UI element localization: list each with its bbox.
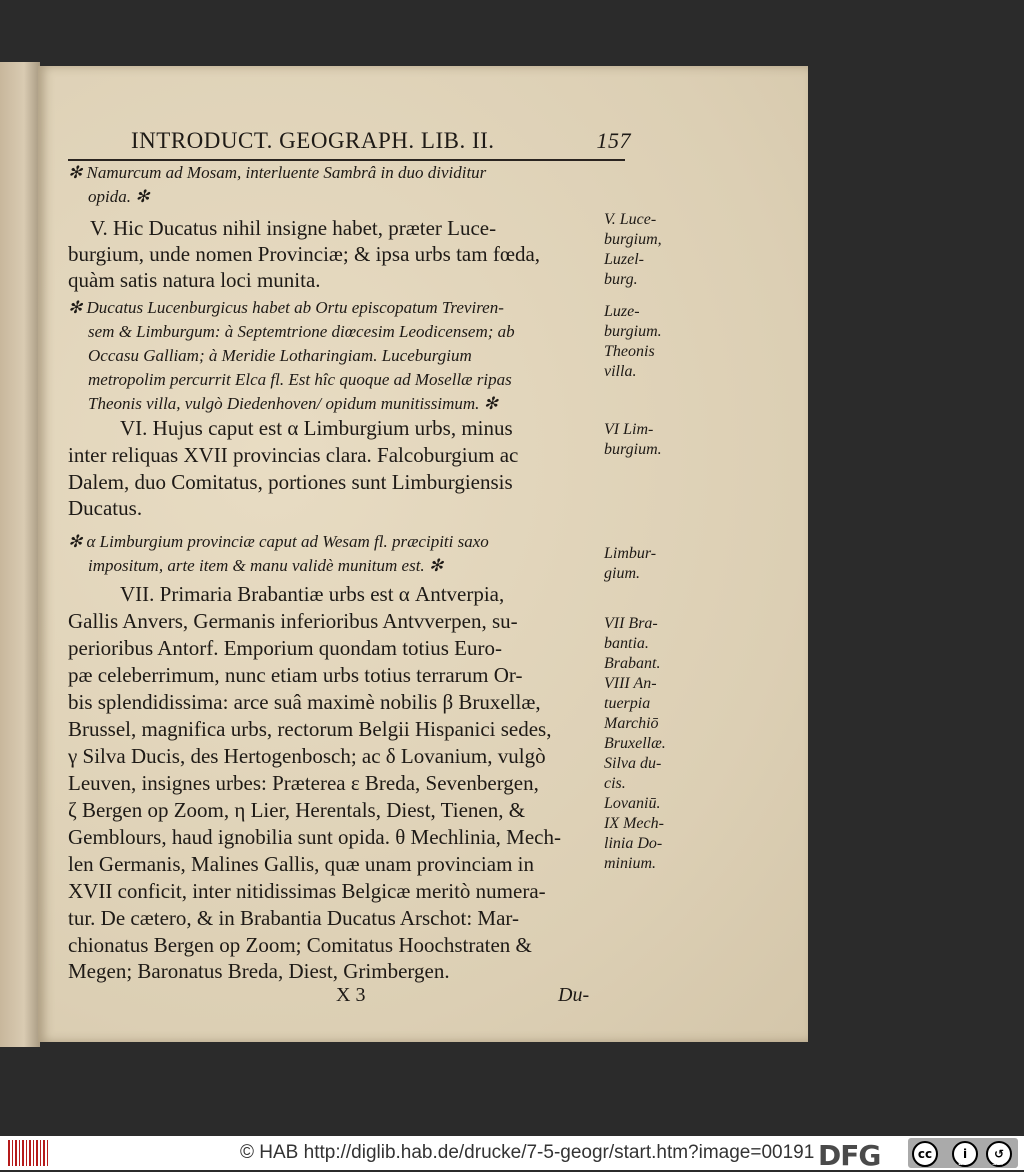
text-line: impositum, arte item & manu validè munitum est. ✻ xyxy=(88,556,444,575)
left-page-edge xyxy=(0,62,40,1047)
text-line: tur. De cætero, & in Brabantia Ducatus Arschot: Mar- xyxy=(68,906,519,930)
signature-mark: X 3 xyxy=(336,984,366,1006)
cc-license-badge[interactable] xyxy=(908,1138,1018,1168)
viewer-footer xyxy=(0,1136,1024,1170)
by-icon: i xyxy=(952,1141,978,1167)
text-line: chionatus Bergen op Zoom; Comitatus Hoochstraten & xyxy=(68,933,532,957)
text-line: ✻ Ducatus Lucenburgicus habet ab Ortu episcopatum Treviren- xyxy=(68,298,504,317)
marginal-line: Luzel- xyxy=(604,251,644,268)
text-line: metropolim percurrit Elca fl. Est hîc quoque ad Mosellæ ripas xyxy=(88,370,512,389)
text-line: pæ celeberrimum, nunc etiam urbs totius terrarum Or- xyxy=(68,663,523,687)
marginal-line: Silva du- xyxy=(604,755,662,772)
header-rule xyxy=(68,159,625,161)
marginal-line: Brabant. xyxy=(604,655,661,672)
marginal-note xyxy=(604,544,714,584)
marginal-note xyxy=(604,302,714,382)
text-line: VI. Hujus caput est α Limburgium urbs, minus xyxy=(120,416,513,440)
marginal-line: Theonis xyxy=(604,343,655,360)
text-line: Gallis Anvers, Germanis inferioribus Antvverpen, su- xyxy=(68,609,518,633)
text-line: burgium, unde nomen Provinciæ; & ipsa urbs tam fœda, xyxy=(68,242,541,266)
marginal-line: VIII An- xyxy=(604,675,657,692)
marginal-line: Luze- xyxy=(604,303,640,320)
text-line: VII. Primaria Brabantiæ urbs est α Antverpia, xyxy=(120,582,505,606)
marginal-line: Marchiō xyxy=(604,715,659,732)
text-line: Ducatus. xyxy=(68,496,143,520)
marginal-note xyxy=(604,210,714,290)
header-title: INTRODUCT. GEOGRAPH. LIB. II. xyxy=(131,128,495,153)
copyright-link[interactable]: © HAB http://diglib.hab.de/drucke/7-5-geogr/start.htm?image=00191 xyxy=(240,1142,815,1163)
marginal-line: IX Mech- xyxy=(604,815,664,832)
text-line: len Germanis, Malines Gallis, quæ unam provinciam in xyxy=(68,852,534,876)
text-line: sem & Limburgum: à Septemtrione diœcesim Leodicensem; ab xyxy=(88,322,515,341)
text-line: V. Hic Ducatus nihil insigne habet, præter Luce- xyxy=(90,216,497,240)
text-line: inter reliquas XVII provincias clara. Falcoburgium ac xyxy=(68,443,519,467)
text-line: ✻ Namurcum ad Mosam, interluente Sambrâ in duo dividitur xyxy=(68,163,487,182)
text-line: ζ Bergen op Zoom, η Lier, Herentals, Diest, Tienen, & xyxy=(68,798,526,822)
sa-label: SA xyxy=(992,1158,1003,1167)
cc-icon: cc xyxy=(912,1141,938,1167)
barcode-icon xyxy=(8,1140,48,1166)
marginal-line: burgium. xyxy=(604,323,662,340)
text-line: opida. ✻ xyxy=(88,187,150,206)
marginal-note xyxy=(604,420,714,460)
marginal-line: burgium. xyxy=(604,441,662,458)
text-line: bis splendidissima: arce suâ maximè nobilis β Bruxellæ, xyxy=(68,690,541,714)
catchword: Du- xyxy=(558,984,590,1006)
marginal-line: Bruxellæ. xyxy=(604,735,666,752)
marginal-line: VI Lim- xyxy=(604,421,654,438)
marginal-line: minium. xyxy=(604,855,656,872)
text-line: γ Silva Ducis, des Hertogenbosch; ac δ Lovanium, vulgò xyxy=(68,744,546,768)
sa-icon: ↺ xyxy=(986,1141,1012,1167)
marginal-line: burgium, xyxy=(604,231,662,248)
text-line: ✻ α Limburgium provinciæ caput ad Wesam fl. præcipiti saxo xyxy=(68,532,489,551)
marginal-line: tuerpia xyxy=(604,695,651,712)
marginal-line: V. Luce- xyxy=(604,211,657,228)
text-line: Brussel, magnifica urbs, rectorum Belgii Hispanici sedes, xyxy=(68,717,552,741)
page-number: 157 xyxy=(596,128,631,153)
by-label: BY xyxy=(958,1158,968,1167)
marginal-line: bantia. xyxy=(604,635,649,652)
marginal-line: Limbur- xyxy=(604,545,657,562)
marginal-line: villa. xyxy=(604,363,637,380)
text-line: Leuven, insignes urbes: Præterea ε Breda, Sevenbergen, xyxy=(68,771,539,795)
text-line: Megen; Baronatus Breda, Diest, Grimbergen. xyxy=(68,959,450,983)
text-line: XVII conficit, inter nitidissimas Belgicæ meritò numera- xyxy=(68,879,546,903)
text-line: perioribus Antorf. Emporium quondam totius Euro- xyxy=(68,636,502,660)
dfg-logo: DFG xyxy=(818,1139,881,1172)
text-line: Theonis villa, vulgò Diedenhoven/ opidum munitissimum. ✻ xyxy=(88,394,498,413)
marginal-line: linia Do- xyxy=(604,835,663,852)
marginal-line: Lovaniū. xyxy=(604,795,661,812)
marginal-line: cis. xyxy=(604,775,626,792)
marginal-line: VII Bra- xyxy=(604,615,658,632)
text-line: quàm satis natura loci munita. xyxy=(68,268,321,292)
marginal-line: gium. xyxy=(604,565,640,582)
running-header xyxy=(131,128,631,158)
marginal-line: burg. xyxy=(604,271,638,288)
marginal-note xyxy=(604,614,714,874)
text-line: Dalem, duo Comitatus, portiones sunt Limburgiensis xyxy=(68,470,513,494)
text-line: Gemblours, haud ignobilia sunt opida. θ Mechlinia, Mech- xyxy=(68,825,561,849)
book-page xyxy=(38,66,808,1042)
text-line: Occasu Galliam; à Meridie Lotharingiam. Luceburgium xyxy=(88,346,472,365)
